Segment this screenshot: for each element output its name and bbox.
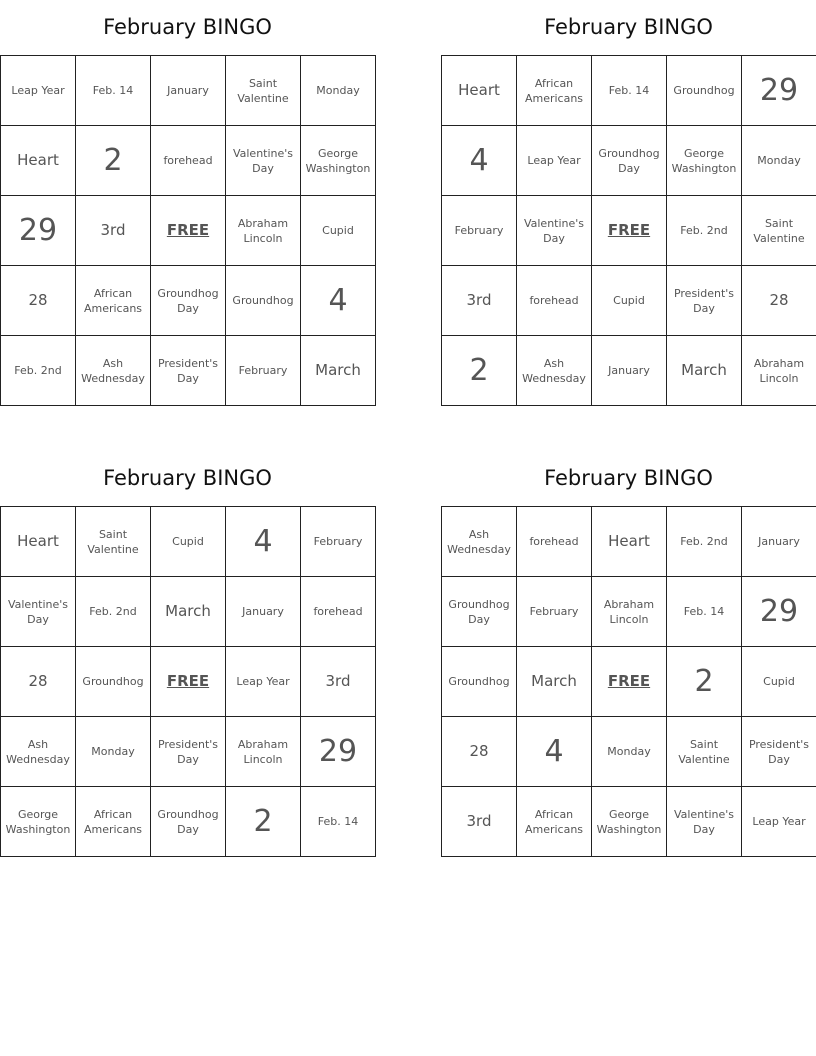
bingo-cell: Feb. 14 — [301, 787, 376, 857]
bingo-cell: President's Day — [667, 266, 742, 336]
bingo-cell: George Washington — [301, 126, 376, 196]
bingo-cell: 29 — [1, 196, 76, 266]
bingo-cell: Feb. 14 — [592, 56, 667, 126]
bingo-cell: Groundhog — [76, 647, 151, 717]
bingo-row — [442, 266, 816, 336]
bingo-cell: 29 — [742, 577, 816, 647]
bingo-cell: Cupid — [151, 507, 226, 577]
bingo-grid — [441, 55, 816, 406]
bingo-row — [442, 56, 816, 126]
bingo-cell: President's Day — [151, 717, 226, 787]
bingo-cell: George Washington — [592, 787, 667, 857]
bingo-cell: George Washington — [667, 126, 742, 196]
bingo-row — [442, 577, 816, 647]
bingo-grid — [0, 506, 376, 857]
bingo-cell: 2 — [226, 787, 301, 857]
bingo-cell: March — [301, 336, 376, 406]
bingo-cell: George Washington — [1, 787, 76, 857]
bingo-cell: African Americans — [76, 266, 151, 336]
bingo-cell: 4 — [517, 717, 592, 787]
bingo-cell: Leap Year — [742, 787, 816, 857]
bingo-cell: Saint Valentine — [226, 56, 301, 126]
bingo-cell: Feb. 2nd — [76, 577, 151, 647]
bingo-row — [442, 126, 816, 196]
bingo-row — [1, 717, 376, 787]
bingo-cell: Feb. 14 — [667, 577, 742, 647]
bingo-cell: Valentine's Day — [1, 577, 76, 647]
bingo-cell: 3rd — [442, 787, 517, 857]
bingo-row — [442, 336, 816, 406]
bingo-cell: February — [517, 577, 592, 647]
bingo-cell: Feb. 2nd — [667, 196, 742, 266]
bingo-cell: 2 — [667, 647, 742, 717]
bingo-cell: Saint Valentine — [667, 717, 742, 787]
bingo-row — [1, 266, 376, 336]
bingo-cell: Feb. 14 — [76, 56, 151, 126]
bingo-cell: Ash Wednesday — [517, 336, 592, 406]
bingo-cell: Leap Year — [1, 56, 76, 126]
bingo-cell: 28 — [1, 647, 76, 717]
bingo-row — [1, 126, 376, 196]
bingo-cell: Ash Wednesday — [76, 336, 151, 406]
bingo-card-1 — [0, 0, 375, 406]
bingo-cell: 3rd — [301, 647, 376, 717]
bingo-cell: forehead — [517, 266, 592, 336]
bingo-cell: Monday — [76, 717, 151, 787]
bingo-cell: Groundhog — [442, 647, 517, 717]
bingo-cell: 2 — [76, 126, 151, 196]
bingo-cell: 3rd — [76, 196, 151, 266]
bingo-grid — [441, 506, 816, 857]
bingo-cell: Saint Valentine — [742, 196, 816, 266]
bingo-cell: Heart — [1, 126, 76, 196]
bingo-cell: Cupid — [301, 196, 376, 266]
bingo-row — [1, 577, 376, 647]
bingo-cell: 3rd — [442, 266, 517, 336]
bingo-cell: Groundhog Day — [151, 266, 226, 336]
bingo-cell: February — [301, 507, 376, 577]
bingo-cell: Cupid — [592, 266, 667, 336]
bingo-cell: 29 — [742, 56, 816, 126]
bingo-cell: African Americans — [517, 787, 592, 857]
bingo-cell: February — [442, 196, 517, 266]
free-space-cell: FREE — [151, 196, 226, 266]
bingo-cell: Leap Year — [226, 647, 301, 717]
bingo-cell: March — [151, 577, 226, 647]
bingo-cell: Groundhog Day — [592, 126, 667, 196]
bingo-cell: 4 — [442, 126, 517, 196]
bingo-row — [442, 196, 816, 266]
bingo-cell: January — [742, 507, 816, 577]
bingo-row — [1, 647, 376, 717]
bingo-cell: African Americans — [517, 56, 592, 126]
bingo-cell: Heart — [1, 507, 76, 577]
bingo-cell: Heart — [592, 507, 667, 577]
bingo-row — [1, 787, 376, 857]
bingo-cell: Abraham Lincoln — [226, 717, 301, 787]
bingo-cell: forehead — [151, 126, 226, 196]
bingo-cell: Groundhog — [667, 56, 742, 126]
bingo-cell: Abraham Lincoln — [592, 577, 667, 647]
free-space-cell: FREE — [592, 647, 667, 717]
bingo-cell: Feb. 2nd — [667, 507, 742, 577]
bingo-grid — [0, 55, 376, 406]
free-space-cell: FREE — [151, 647, 226, 717]
bingo-cell: Abraham Lincoln — [742, 336, 816, 406]
bingo-card-3 — [0, 451, 375, 857]
bingo-cell: Saint Valentine — [76, 507, 151, 577]
bingo-cell: Leap Year — [517, 126, 592, 196]
bingo-row — [442, 647, 816, 717]
card-title: February BINGO — [544, 466, 713, 490]
bingo-row — [442, 507, 816, 577]
bingo-cell: Valentine's Day — [226, 126, 301, 196]
bingo-cell: President's Day — [151, 336, 226, 406]
bingo-cell: 2 — [442, 336, 517, 406]
bingo-cell: Abraham Lincoln — [226, 196, 301, 266]
bingo-row — [442, 717, 816, 787]
bingo-row — [1, 336, 376, 406]
bingo-row — [1, 507, 376, 577]
bingo-cell: forehead — [301, 577, 376, 647]
bingo-cell: African Americans — [76, 787, 151, 857]
bingo-cell: Groundhog — [226, 266, 301, 336]
bingo-cell: 29 — [301, 717, 376, 787]
bingo-cell: February — [226, 336, 301, 406]
bingo-cell: Groundhog Day — [442, 577, 517, 647]
free-space-cell: FREE — [592, 196, 667, 266]
bingo-cell: January — [151, 56, 226, 126]
card-title: February BINGO — [103, 466, 272, 490]
bingo-cell: March — [667, 336, 742, 406]
bingo-cell: 28 — [742, 266, 816, 336]
bingo-cell: Valentine's Day — [517, 196, 592, 266]
bingo-row — [442, 787, 816, 857]
bingo-row — [1, 196, 376, 266]
bingo-cell: Ash Wednesday — [1, 717, 76, 787]
bingo-cell: Cupid — [742, 647, 816, 717]
card-title: February BINGO — [544, 15, 713, 39]
bingo-cell: Ash Wednesday — [442, 507, 517, 577]
bingo-cell: 28 — [442, 717, 517, 787]
bingo-row — [1, 56, 376, 126]
bingo-cell: Feb. 2nd — [1, 336, 76, 406]
bingo-cell: President's Day — [742, 717, 816, 787]
bingo-cell: 4 — [226, 507, 301, 577]
bingo-card-4 — [441, 451, 816, 857]
bingo-cell: forehead — [517, 507, 592, 577]
bingo-cell: January — [592, 336, 667, 406]
bingo-cell: Monday — [742, 126, 816, 196]
bingo-card-2 — [441, 0, 816, 406]
bingo-cell: January — [226, 577, 301, 647]
bingo-cell: Monday — [592, 717, 667, 787]
bingo-cell: 4 — [301, 266, 376, 336]
bingo-cell: 28 — [1, 266, 76, 336]
bingo-cell: Heart — [442, 56, 517, 126]
bingo-cell: Monday — [301, 56, 376, 126]
bingo-cell: Groundhog Day — [151, 787, 226, 857]
card-title: February BINGO — [103, 15, 272, 39]
bingo-cell: March — [517, 647, 592, 717]
bingo-cell: Valentine's Day — [667, 787, 742, 857]
